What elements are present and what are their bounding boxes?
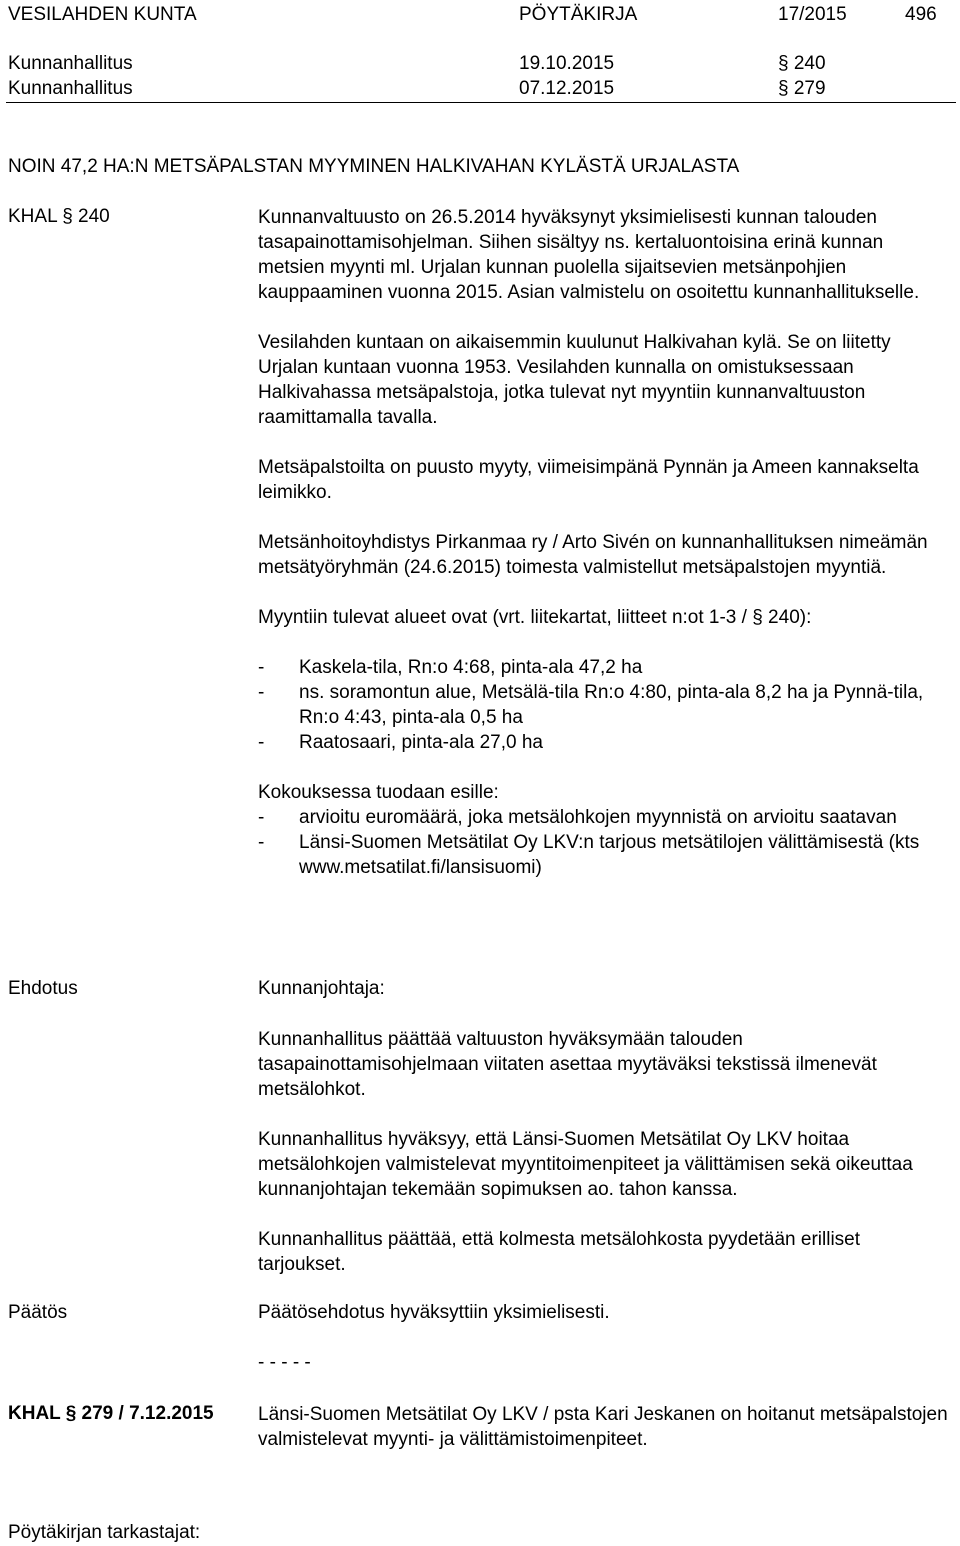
khal-279-body (258, 1402, 948, 1452)
ref-body: Kunnanhallitus (8, 78, 133, 99)
paragraph: Kunnanvaltuusto on 26.5.2014 hyväksynyt yksimielisesti kunnan talouden tasapainottamisohjelman. Siihen sisältyy ns. kertaluontoisina erinä kunnan metsien myynti ml. Urjalan kunnan puolella sijaitsevien metsänpohjien kauppaaminen vuonna 2015. Asian valmistelu on osoitettu kunnanhallitukselle. (258, 207, 920, 303)
list-item: - arvioitu euromäärä, joka metsälohkojen myynnistä on arvioitu saatavan (258, 805, 948, 830)
paragraph: Kunnanhallitus päättää, että kolmesta metsälohkosta pyydetään erilliset tarjoukset. (258, 1229, 861, 1275)
doc-number: 17/2015 (778, 4, 847, 25)
paragraph: Kunnanhallitus päättää valtuuston hyväksymään talouden tasapainottamisohjelmaan viitaten asettaa myytäväksi tekstissä ilmenevät metsälohkot. (258, 1029, 877, 1100)
ref-section: § 279 (778, 78, 826, 99)
list-item: - Raatosaari, pinta-ala 27,0 ha (258, 730, 948, 755)
ref-section: § 240 (778, 53, 826, 74)
ref-body: Kunnanhallitus (8, 53, 133, 74)
list-item: - ns. soramontun alue, Metsälä-tila Rn:o 4:80, pinta-ala 8,2 ha ja Pynnä-tila, Rn:o 4:43, pinta-ala 0,5 ha (258, 680, 948, 730)
section-label-khal-240: KHAL § 240 (8, 206, 110, 227)
header-divider (6, 102, 956, 103)
area-list (258, 655, 948, 755)
list-item: - Länsi-Suomen Metsätilat Oy LKV:n tarjous metsätilojen välittämisestä (kts www.metsatilat.fi/lansisuomi) (258, 830, 948, 880)
paragraph: Myyntiin tulevat alueet ovat (vrt. liitekartat, liitteet n:ot 1-3 / § 240): (258, 607, 812, 628)
page-number: 496 (905, 4, 937, 25)
list-item: - Kaskela-tila, Rn:o 4:68, pinta-ala 47,2 ha (258, 655, 948, 680)
proposal-body (258, 1027, 948, 1277)
khal-240-body (258, 205, 948, 880)
doc-type: PÖYTÄKIRJA (519, 4, 638, 25)
proposal-presenter: Kunnanjohtaja: (258, 978, 385, 999)
ref-date: 07.12.2015 (519, 78, 615, 99)
separator: - - - - - (258, 1352, 311, 1373)
page-title: NOIN 47,2 HA:N METSÄPALSTAN MYYMINEN HALKIVAHAN KYLÄSTÄ URJALASTA (8, 156, 740, 177)
section-label-proposal: Ehdotus (8, 978, 78, 999)
paragraph: Metsäpalstoilta on puusto myyty, viimeisimpänä Pynnän ja Ameen kannakselta leimikko. (258, 457, 919, 503)
paragraph: Metsänhoitoyhdistys Pirkanmaa ry / Arto Sivén on kunnanhallituksen nimeämän metsätyöryhmän (24.6.2015) toimesta valmistellut metsäpalstojen myyntiä. (258, 532, 928, 578)
meeting-list (258, 805, 948, 880)
section-label-decision: Päätös (8, 1302, 68, 1323)
paragraph: Vesilahden kuntaan on aikaisemmin kuulunut Halkivahan kylä. Se on liitetty Urjalan kuntaan vuonna 1953. Vesilahden kunnalla on omistuksessaan Halkivahassa metsäpalstoja, jotka tulevat nyt myyntiin kunnanvaltuuston raamittamalla tavalla. (258, 332, 891, 428)
paragraph: Kunnanhallitus hyväksyy, että Länsi-Suomen Metsätilat Oy LKV hoitaa metsälohkojen valmistelevat myyntitoimenpiteet ja välittämisen sekä oikeuttaa kunnanjohtajan tekemään sopimuksen ao. tahon kanssa. (258, 1129, 913, 1200)
section-label-khal-279: KHAL § 279 / 7.12.2015 (8, 1403, 214, 1424)
checkers-label: Pöytäkirjan tarkastajat: (8, 1522, 201, 1543)
meeting-intro: Kokouksessa tuodaan esille: (258, 782, 499, 803)
ref-date: 19.10.2015 (519, 53, 615, 74)
decision-text: Päätösehdotus hyväksyttiin yksimielisesti. (258, 1302, 610, 1323)
paragraph: Länsi-Suomen Metsätilat Oy LKV / psta Kari Jeskanen on hoitanut metsäpalstojen valmistelevat myynti- ja välittämistoimenpiteet. (258, 1404, 948, 1450)
org-name: VESILAHDEN KUNTA (8, 4, 197, 25)
